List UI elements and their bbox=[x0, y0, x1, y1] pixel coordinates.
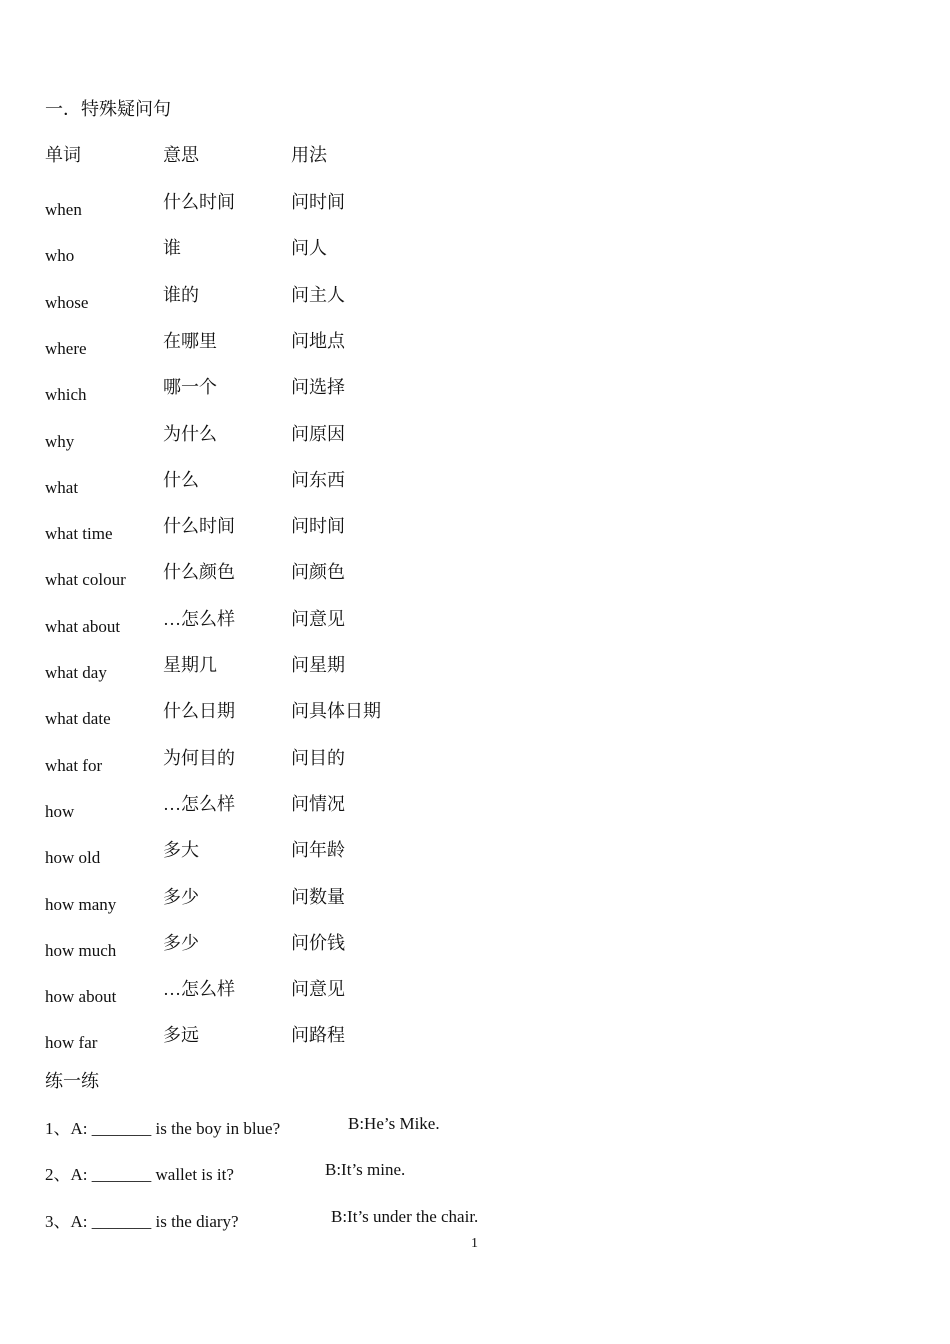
row-word: what colour bbox=[45, 570, 126, 589]
row-meaning: …怎么样 bbox=[163, 609, 235, 629]
row-meaning: 什么 bbox=[163, 470, 199, 490]
row-usage: 问意见 bbox=[291, 609, 345, 629]
header-usage: 用法 bbox=[291, 145, 327, 165]
row-usage: 问时间 bbox=[291, 516, 345, 536]
row-meaning: 在哪里 bbox=[163, 331, 217, 351]
row-word: what for bbox=[45, 756, 103, 775]
row-word: which bbox=[45, 385, 87, 404]
row-meaning: 多大 bbox=[163, 840, 199, 860]
row-meaning: 什么颜色 bbox=[163, 562, 235, 582]
row-meaning: 星期几 bbox=[163, 655, 217, 675]
row-usage: 问地点 bbox=[291, 331, 345, 351]
row-meaning: 哪一个 bbox=[163, 377, 217, 397]
row-word: how about bbox=[45, 987, 117, 1006]
row-word: what time bbox=[45, 524, 113, 543]
row-word: how bbox=[45, 802, 75, 821]
row-word: what bbox=[45, 478, 79, 497]
exercise-1-question: 1、A: _______ is the boy in blue? bbox=[45, 1119, 281, 1138]
row-usage: 问时间 bbox=[291, 192, 345, 212]
row-word: what about bbox=[45, 617, 121, 636]
exercise-1-answer: B:He’s Mike. bbox=[348, 1114, 440, 1133]
row-usage: 问人 bbox=[291, 238, 327, 258]
row-meaning: 多少 bbox=[163, 887, 199, 907]
row-word: who bbox=[45, 246, 75, 265]
row-usage: 问数量 bbox=[291, 887, 345, 907]
row-meaning: 谁的 bbox=[163, 285, 199, 305]
row-meaning: …怎么样 bbox=[163, 979, 235, 999]
row-word: how far bbox=[45, 1033, 98, 1052]
practice-title: 练一练 bbox=[45, 1071, 99, 1091]
row-word: whose bbox=[45, 293, 89, 312]
row-usage: 问情况 bbox=[291, 794, 345, 814]
row-meaning: 为何目的 bbox=[163, 748, 235, 768]
row-word: what day bbox=[45, 663, 107, 682]
header-meaning: 意思 bbox=[163, 145, 199, 165]
exercise-3-answer: B:It’s under the chair. bbox=[331, 1207, 479, 1226]
exercise-2-answer: B:It’s mine. bbox=[325, 1160, 406, 1179]
row-usage: 问原因 bbox=[291, 424, 345, 444]
row-meaning: 什么日期 bbox=[163, 701, 235, 721]
row-usage: 问意见 bbox=[291, 979, 345, 999]
page-number: 1 bbox=[471, 1236, 478, 1251]
row-meaning: 为什么 bbox=[163, 424, 217, 444]
row-word: how much bbox=[45, 941, 117, 960]
row-usage: 问星期 bbox=[291, 655, 345, 675]
row-word: where bbox=[45, 339, 87, 358]
row-meaning: 什么时间 bbox=[163, 192, 235, 212]
row-usage: 问颜色 bbox=[291, 562, 345, 582]
row-word: why bbox=[45, 432, 75, 451]
row-usage: 问路程 bbox=[291, 1025, 345, 1045]
row-word: when bbox=[45, 200, 82, 219]
row-usage: 问东西 bbox=[291, 470, 345, 490]
section-title: 一．特殊疑问句 bbox=[45, 99, 171, 119]
row-word: how old bbox=[45, 848, 101, 867]
row-meaning: 多少 bbox=[163, 933, 199, 953]
row-meaning: 什么时间 bbox=[163, 516, 235, 536]
row-usage: 问目的 bbox=[291, 748, 345, 768]
exercise-2-question: 2、A: _______ wallet is it? bbox=[45, 1165, 234, 1184]
row-meaning: 多远 bbox=[163, 1025, 199, 1045]
row-usage: 问价钱 bbox=[291, 933, 345, 953]
header-word: 单词 bbox=[45, 145, 81, 165]
row-usage: 问具体日期 bbox=[291, 701, 381, 721]
row-word: how many bbox=[45, 895, 117, 914]
row-word: what date bbox=[45, 709, 111, 728]
row-meaning: 谁 bbox=[163, 238, 181, 258]
row-usage: 问选择 bbox=[291, 377, 345, 397]
row-meaning: …怎么样 bbox=[163, 794, 235, 814]
row-usage: 问主人 bbox=[291, 285, 345, 305]
exercise-3-question: 3、A: _______ is the diary? bbox=[45, 1212, 239, 1231]
row-usage: 问年龄 bbox=[291, 840, 345, 860]
